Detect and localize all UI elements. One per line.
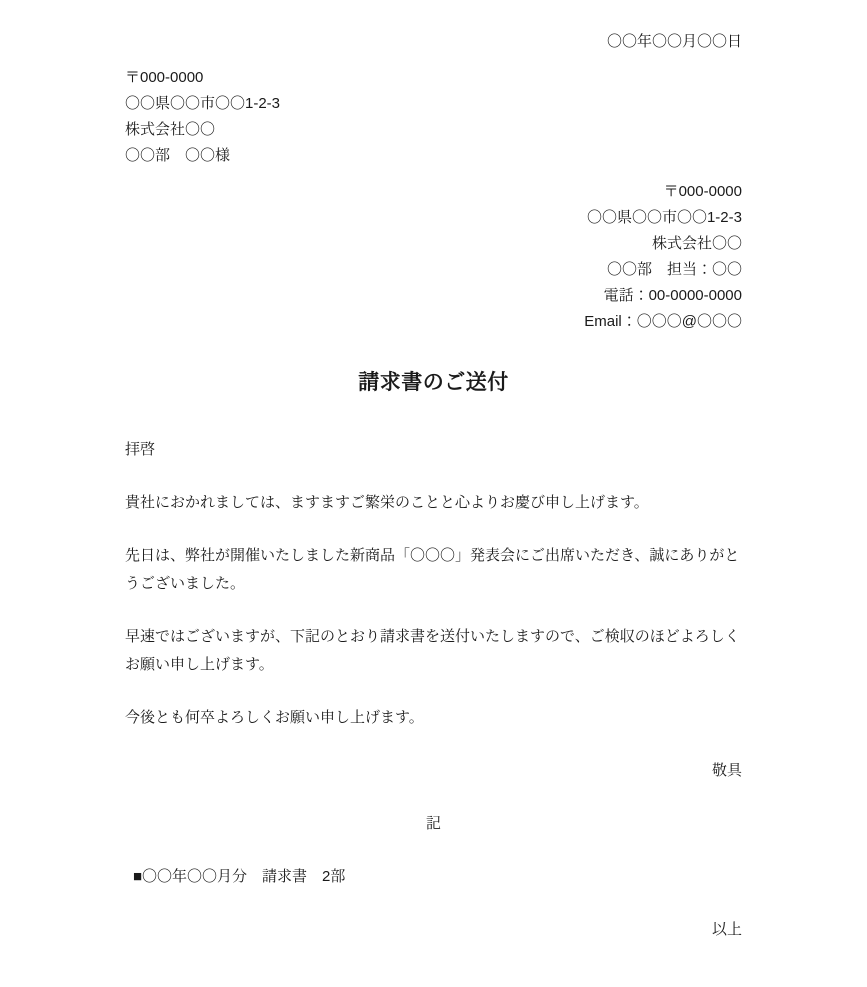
body-paragraph: 今後とも何卒よろしくお願い申し上げます。 — [125, 709, 424, 726]
sender-email: Email：〇〇〇@〇〇〇 — [584, 313, 742, 330]
sender-block — [125, 179, 742, 335]
sender-department-contact: 〇〇部 担当：〇〇 — [606, 261, 742, 278]
record-marker: 記 — [425, 815, 441, 832]
sender-address: 〇〇県〇〇市〇〇1-2-3 — [586, 209, 742, 226]
letter-date: 〇〇年〇〇月〇〇日 — [606, 33, 742, 50]
recipient-company: 株式会社〇〇 — [125, 121, 216, 138]
body-paragraph: 早速ではございますが、下記のとおり請求書を送付いたしますので、ご検収のほどよろしくお願い申し上げます。 — [125, 628, 740, 673]
recipient-block — [125, 65, 742, 169]
salutation: 拝啓 — [125, 441, 156, 458]
body-paragraph: 先日は、弊社が開催いたしました新商品「〇〇〇」発表会にご出席いただき、誠にありがとうございました。 — [125, 547, 740, 592]
letter-title: 請求書のご送付 — [358, 371, 509, 394]
sender-phone: 電話：00-0000-0000 — [603, 287, 742, 304]
closing-word: 敬具 — [711, 762, 742, 779]
recipient-addressee: 〇〇部 〇〇様 — [125, 147, 231, 164]
sender-company: 株式会社〇〇 — [651, 235, 742, 252]
recipient-postal-code: 〒000-0000 — [125, 69, 204, 86]
enclosure-item: ■〇〇年〇〇月分 請求書 2部 — [133, 868, 346, 885]
recipient-address: 〇〇県〇〇市〇〇1-2-3 — [125, 95, 281, 112]
body-paragraph: 貴社におかれましては、ますますご繁栄のことと心よりお慶び申し上げます。 — [125, 494, 649, 511]
end-marker: 以上 — [711, 921, 742, 938]
sender-postal-code: 〒000-0000 — [663, 183, 742, 200]
